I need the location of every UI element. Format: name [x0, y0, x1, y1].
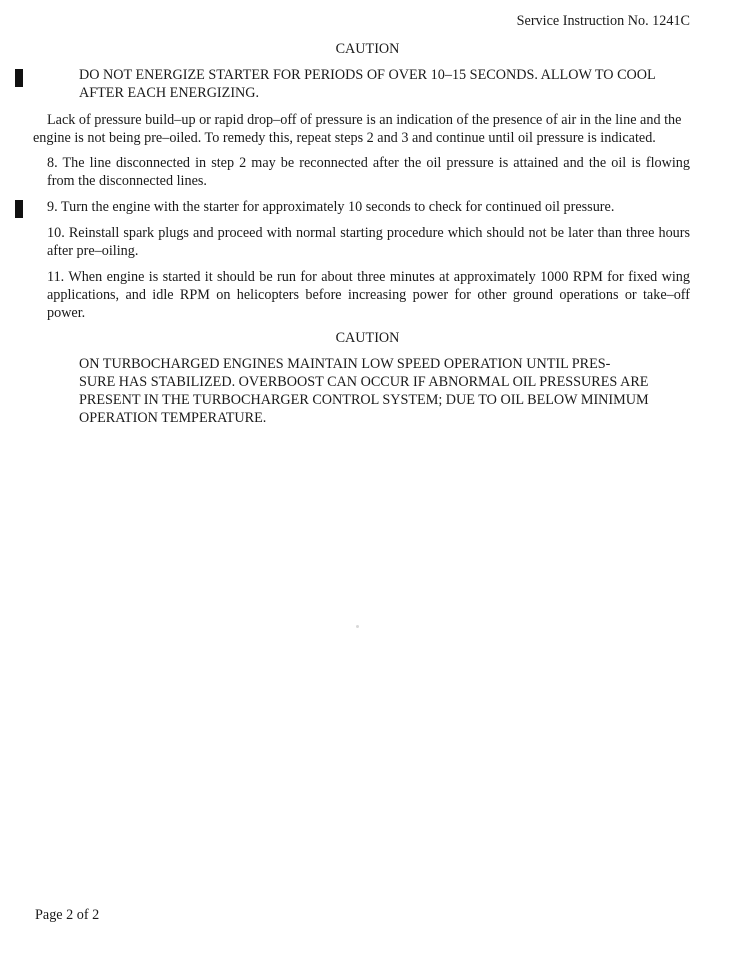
- step-11-paragraph: 11. When engine is started it should be run for about three minutes at approximately 1000 RPM for fixed wing applications, and idle RPM on helicopters before increasing power for other ground operations or take–off power.: [47, 269, 690, 321]
- revision-change-bar: [15, 69, 23, 87]
- caution-text-1: DO NOT ENERGIZE STARTER FOR PERIODS OF OVER 10–15 SECONDS. ALLOW TO COOL AFTER EACH ENERGIZING.: [79, 67, 656, 101]
- caution-text-2: ON TURBOCHARGED ENGINES MAINTAIN LOW SPEED OPERATION UNTIL PRES- SURE HAS STABILIZED. OVERBOOST CAN OCCUR IF ABNORMAL OIL PRESSURES ARE PRESENT IN THE TURBOCHARGER CONTROL SYSTEM; DUE TO OIL BELOW MINIMUM OPERATION TEMPERATURE.: [79, 356, 649, 426]
- step-10-paragraph: 10. Reinstall spark plugs and proceed with normal starting procedure which should not be later than three hours after pre–oiling.: [47, 225, 690, 259]
- lack-of-pressure-paragraph: Lack of pressure build–up or rapid drop–off of pressure is an indication of the presence of air in the line and the engine is not being pre–oiled. To remedy this, repeat steps 2 and 3 and continue until oil pressure is indicated.: [33, 112, 682, 146]
- page-number: Page 2 of 2: [35, 907, 100, 923]
- step-8-paragraph: 8. The line disconnected in step 2 may be reconnected after the oil pressure is attained and the oil is flowing from the disconnected lines.: [47, 155, 690, 189]
- step-9-paragraph: 9. Turn the engine with the starter for approximately 10 seconds to check for continued oil pressure.: [47, 199, 615, 215]
- scan-speck: [356, 625, 359, 628]
- service-instruction-number: Service Instruction No. 1241C: [516, 13, 690, 29]
- caution-heading-1: CAUTION: [335, 41, 400, 57]
- revision-change-bar: [15, 200, 23, 218]
- caution-heading-2: CAUTION: [335, 330, 400, 346]
